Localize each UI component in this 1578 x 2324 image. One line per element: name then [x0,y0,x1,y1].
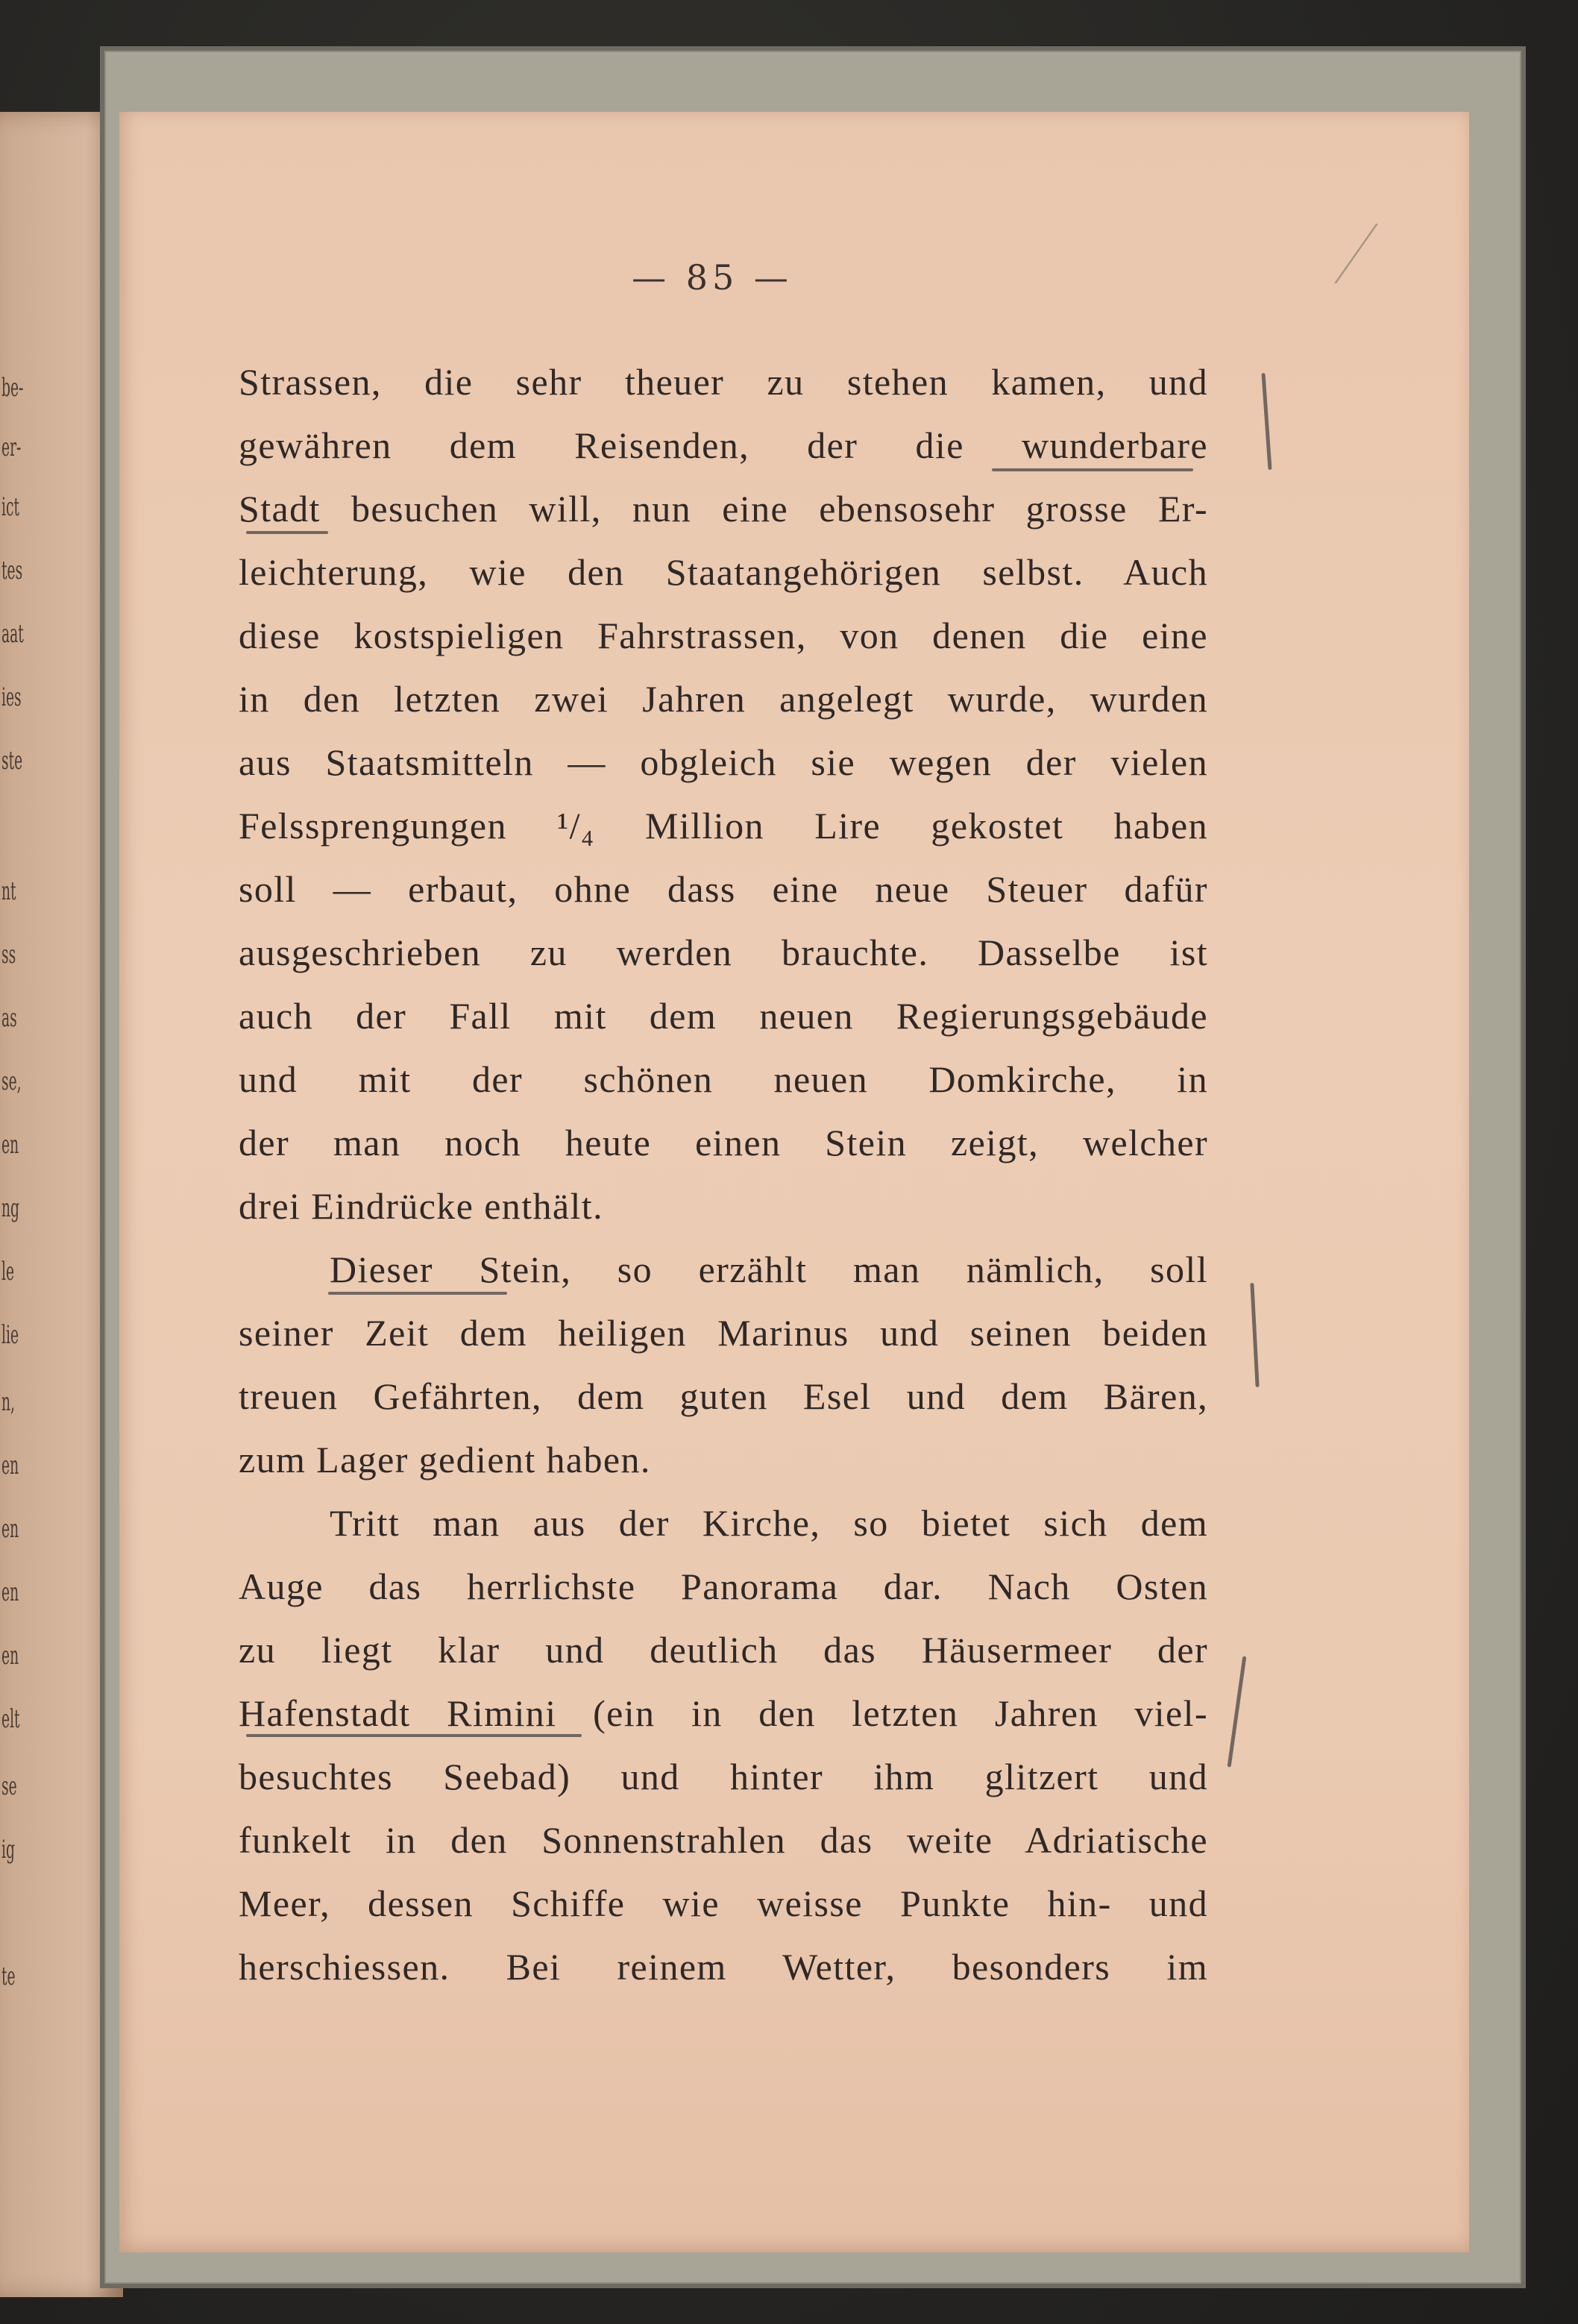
text-line: gewähren dem Reisenden, der die wunderbare [239,424,1208,466]
text-line: zum Lager gedient haben. [239,1439,651,1480]
text-line: Tritt man aus der Kirche, so bietet sich dem [330,1502,1208,1544]
text-line: seiner Zeit dem heiligen Marinus und seinen beiden [239,1312,1208,1354]
page-number: — 85 — [632,257,793,298]
text-line: zu liegt klar und deutlich das Häusermeer der [239,1629,1208,1671]
text-line: Strassen, die sehr theuer zu stehen kamen, und [239,361,1208,403]
text-line: Felssprengungen ¹/₄ Million Lire gekostet haben [239,805,1208,847]
text-line: aus Staatsmitteln — obgleich sie wegen der vielen [239,741,1208,783]
left-page-fragment: en [1,1451,19,1480]
pencil-underline [246,531,328,534]
text-line: herschiessen. Bei reinem Wetter, besonders im [239,1946,1208,1988]
left-page-fragment: be- [1,373,24,403]
text-line: Hafenstadt Rimini (ein in den letzten Jahren viel- [239,1692,1208,1734]
text-line: auch der Fall mit dem neuen Regierungsgebäude [239,995,1208,1037]
left-page-fragment: lie [1,1320,19,1350]
left-page-fragment: ss [1,940,16,970]
left-page-fragment: n, [1,1387,15,1417]
left-page-fragment: aat [1,619,24,649]
left-page-fragment: ste [1,746,23,776]
text-line: funkelt in den Sonnenstrahlen das weite Adriatische [239,1819,1208,1861]
left-page-fragment: ict [1,492,19,522]
left-page-fragment: elt [1,1704,20,1734]
text-line: Meer, dessen Schiffe wie weisse Punkte hin- und [239,1882,1208,1924]
left-page-fragment: se, [1,1067,22,1096]
text-line: diese kostspieligen Fahrstrassen, von denen die eine [239,615,1208,656]
left-page-fragment: en [1,1130,19,1160]
text-line: soll — erbaut, ohne dass eine neue Steuer dafür [239,868,1208,910]
left-page-fragment: ies [1,682,22,712]
left-page-fragment: as [1,1003,17,1033]
text-line: in den letzten zwei Jahren angelegt wurde, wurden [239,678,1208,720]
left-page-fragment: en [1,1577,19,1607]
text-line: besuchtes Seebad) und hinter ihm glitzert und [239,1756,1208,1797]
text-line: leichterung, wie den Staatangehörigen selbst. Auch [239,551,1208,593]
left-page-fragment: nt [1,876,16,906]
text-line: ausgeschrieben zu werden brauchte. Dasselbe ist [239,932,1208,973]
text-line: der man noch heute einen Stein zeigt, welcher [239,1122,1208,1163]
left-page-fragment: er- [1,433,22,462]
left-page-fragment: se [1,1771,17,1801]
left-page-fragment: le [1,1257,15,1287]
text-line: und mit der schönen neuen Domkirche, in [239,1058,1208,1100]
body-text [239,351,1208,1999]
left-page-fragment: en [1,1514,19,1544]
corner-fold [1334,224,1445,283]
left-page-fragment: te [1,1962,16,1991]
left-page-fragment: tes [1,556,23,585]
text-line: Auge das herrlichste Panorama dar. Nach Osten [239,1565,1208,1607]
pencil-underline [992,468,1193,471]
left-page-fragment: ng [1,1193,20,1223]
text-line: Dieser Stein, so erzählt man nämlich, soll [330,1249,1208,1290]
left-page-fragment: en [1,1641,19,1671]
text-line: Stadt besuchen will, nun eine ebensosehr grosse Er- [239,488,1208,530]
text-line: treuen Gefährten, dem guten Esel und dem Bären, [239,1375,1208,1417]
left-page-fragment: ig [1,1835,15,1865]
pencil-underline [246,1734,582,1737]
text-line: drei Eindrücke enthält. [239,1185,603,1227]
pencil-underline [328,1292,507,1295]
